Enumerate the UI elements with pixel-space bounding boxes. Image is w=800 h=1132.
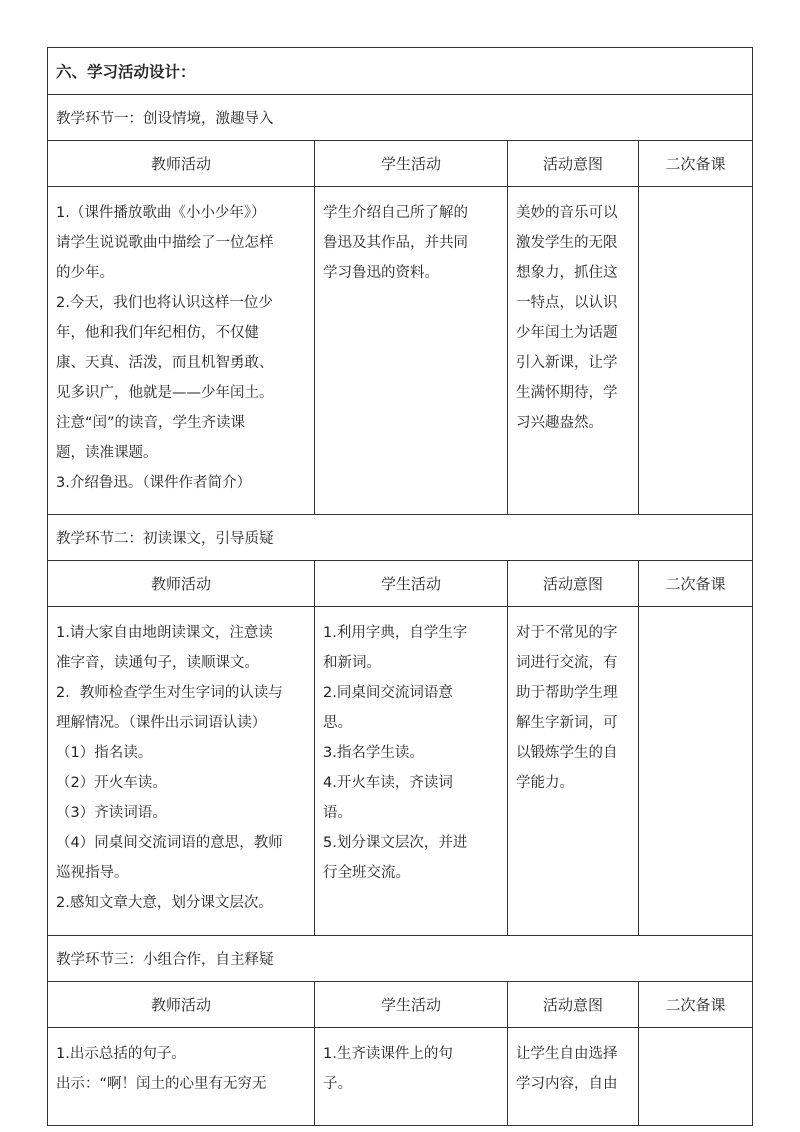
intent-line: 以锻炼学生的自 <box>516 745 618 761</box>
teacher-line: 准字音，读通句子，读顺课文。 <box>56 655 259 671</box>
intent-line: 生满怀期待，学 <box>516 385 618 401</box>
teacher-activity-cell <box>48 1028 315 1126</box>
second-prep-cell <box>639 607 753 936</box>
intent-line: 少年闰土为话题 <box>516 325 618 341</box>
stage-1-title: 教学环节一：创设情境，激趣导入 <box>48 95 753 141</box>
stage-2-header-row <box>48 561 753 607</box>
student-line: 思。 <box>323 715 352 731</box>
stage-1-header-row <box>48 141 753 187</box>
student-line: 3.指名学生读。 <box>323 745 424 761</box>
student-line: 1.生齐读课件上的句 <box>323 1046 453 1062</box>
teacher-line: 1.请大家自由地朗读课文，注意读 <box>56 625 273 641</box>
lesson-plan-page <box>47 47 752 1126</box>
header-activity-intent: 活动意图 <box>508 982 639 1028</box>
intent-line: 激发学生的无限 <box>516 235 618 251</box>
header-second-prep: 二次备课 <box>639 561 753 607</box>
teacher-line: 出示：“啊！闰土的心里有无穷无 <box>56 1076 267 1092</box>
intent-line: 让学生自由选择 <box>516 1046 618 1062</box>
teacher-line: 理解情况。（课件出示词语认读） <box>56 715 267 731</box>
activity-intent-cell <box>508 187 639 515</box>
intent-line: 助于帮助学生理 <box>516 685 618 701</box>
stage-3-title: 教学环节三：小组合作，自主释疑 <box>48 936 753 982</box>
student-line: 行全班交流。 <box>323 865 410 881</box>
stage-3-content-row <box>48 1028 753 1126</box>
stage-1-content-row <box>48 187 753 515</box>
teacher-line: 2.今天，我们也将认识这样一位少 <box>56 295 273 311</box>
header-second-prep: 二次备课 <box>639 982 753 1028</box>
teacher-line: 年，他和我们年纪相仿，不仅健 <box>56 325 259 341</box>
student-line: 子。 <box>323 1076 352 1092</box>
student-line: 和新词。 <box>323 655 381 671</box>
header-teacher-activity: 教师活动 <box>48 982 315 1028</box>
teacher-line: 2.感知文章大意，划分课文层次。 <box>56 895 273 911</box>
teacher-line: 见多识广，他就是——少年闰土。 <box>56 385 274 401</box>
intent-line: 一特点，以认识 <box>516 295 618 311</box>
teacher-line: 1.（课件播放歌曲《小小少年》） <box>56 205 266 221</box>
teacher-line: （2）开火车读。 <box>56 775 167 791</box>
student-line: 学习鲁迅的资料。 <box>323 265 439 281</box>
teacher-line: 巡视指导。 <box>56 865 129 881</box>
header-teacher-activity: 教师活动 <box>48 561 315 607</box>
student-line: 1.利用字典，自学生字 <box>323 625 468 641</box>
header-activity-intent: 活动意图 <box>508 561 639 607</box>
header-student-activity: 学生活动 <box>315 561 508 607</box>
intent-line: 想象力，抓住这 <box>516 265 618 281</box>
student-line: 5.划分课文层次，并进 <box>323 835 468 851</box>
teacher-line: （3）齐读词语。 <box>56 805 167 821</box>
student-line: 鲁迅及其作品，并共同 <box>323 235 468 251</box>
intent-line: 学能力。 <box>516 775 574 791</box>
teacher-line: （4）同桌间交流词语的意思，教师 <box>56 835 283 851</box>
student-activity-cell <box>315 1028 508 1126</box>
teacher-line: 康、天真、活泼，而且机智勇敢、 <box>56 355 274 371</box>
section-title: 六、学习活动设计： <box>48 48 753 95</box>
teacher-line: 2．教师检查学生对生字词的认读与 <box>56 685 283 701</box>
stage-2-content-row <box>48 607 753 936</box>
student-activity-cell <box>315 187 508 515</box>
activity-design-table <box>47 47 753 1126</box>
header-student-activity: 学生活动 <box>315 141 508 187</box>
teacher-line: 注意“闰”的读音，学生齐读课 <box>56 415 246 431</box>
intent-line: 对于不常见的字 <box>516 625 618 641</box>
intent-line: 引入新课，让学 <box>516 355 618 371</box>
intent-line: 习兴趣盎然。 <box>516 415 603 431</box>
header-second-prep: 二次备课 <box>639 141 753 187</box>
intent-line: 解生字新词，可 <box>516 715 618 731</box>
student-activity-cell <box>315 607 508 936</box>
student-line: 语。 <box>323 805 352 821</box>
teacher-line: （1）指名读。 <box>56 745 153 761</box>
intent-line: 学习内容，自由 <box>516 1076 618 1092</box>
activity-intent-cell <box>508 1028 639 1126</box>
header-student-activity: 学生活动 <box>315 982 508 1028</box>
teacher-line: 的少年。 <box>56 265 114 281</box>
student-line: 4.开火车读，齐读词 <box>323 775 453 791</box>
teacher-line: 3.介绍鲁迅。（课件作者简介） <box>56 475 252 491</box>
header-activity-intent: 活动意图 <box>508 141 639 187</box>
second-prep-cell <box>639 187 753 515</box>
teacher-line: 题，读准课题。 <box>56 445 158 461</box>
intent-line: 美妙的音乐可以 <box>516 205 618 221</box>
stage-3-header-row <box>48 982 753 1028</box>
student-line: 学生介绍自己所了解的 <box>323 205 468 221</box>
teacher-activity-cell <box>48 607 315 936</box>
teacher-activity-cell <box>48 187 315 515</box>
intent-line: 词进行交流，有 <box>516 655 618 671</box>
teacher-line: 请学生说说歌曲中描绘了一位怎样 <box>56 235 274 251</box>
header-teacher-activity: 教师活动 <box>48 141 315 187</box>
teacher-line: 1.出示总括的句子。 <box>56 1046 186 1062</box>
activity-intent-cell <box>508 607 639 936</box>
student-line: 2.同桌间交流词语意 <box>323 685 453 701</box>
second-prep-cell <box>639 1028 753 1126</box>
stage-2-title: 教学环节二：初读课文，引导质疑 <box>48 515 753 561</box>
